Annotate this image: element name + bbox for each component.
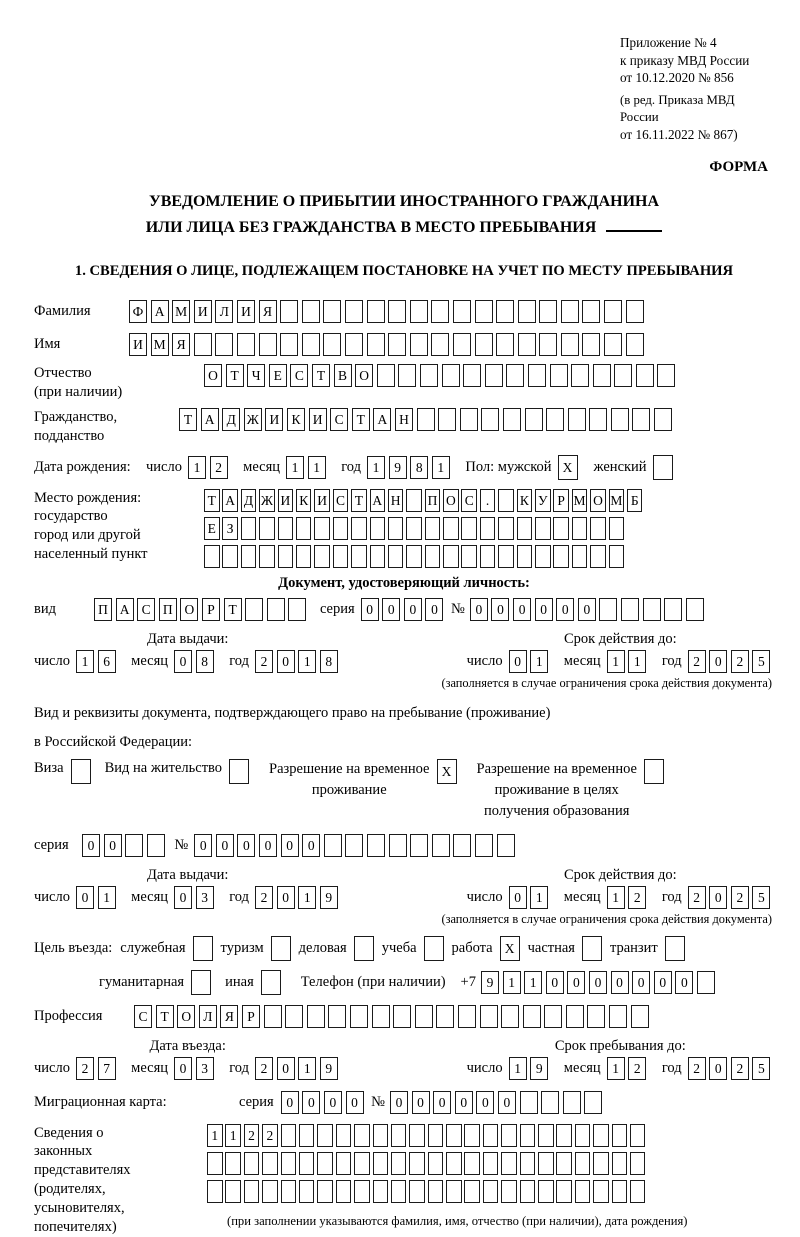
residence-issue-month-cells[interactable]: 0 3 bbox=[174, 886, 217, 909]
header-line: от 16.11.2022 № 867) bbox=[620, 127, 738, 143]
temp-residence-edu-label-line3: получения образования bbox=[484, 802, 630, 819]
birth-place-label-line2: государство bbox=[34, 508, 108, 525]
purpose-transit-label: транзит bbox=[609, 939, 658, 956]
residence-expiry-month-cells[interactable]: 1 2 bbox=[607, 886, 650, 909]
purpose-transit-checkbox[interactable] bbox=[665, 936, 685, 961]
day-label: число bbox=[466, 1059, 503, 1076]
identity-issue-year-cells[interactable]: 2 0 1 8 bbox=[255, 650, 341, 673]
phone-cells[interactable]: 9 1 1 0 0 0 0 0 0 0 bbox=[481, 971, 719, 994]
day-label: число bbox=[34, 888, 70, 905]
entry-day-cells[interactable]: 2 7 bbox=[76, 1057, 119, 1080]
purpose-official-checkbox[interactable] bbox=[193, 936, 213, 961]
series-label: серия bbox=[34, 836, 69, 853]
purpose-private-checkbox[interactable] bbox=[582, 936, 602, 961]
purpose-business-label: деловая bbox=[298, 939, 347, 956]
patronymic-label-line2: (при наличии) bbox=[34, 384, 123, 401]
residence-expiry-date-group bbox=[467, 867, 774, 909]
legal-reps-label-line5: усыновителях, bbox=[34, 1200, 125, 1217]
purpose-tourism-checkbox[interactable] bbox=[271, 936, 291, 961]
profession-cells[interactable]: С Т О Л Я Р bbox=[134, 1005, 652, 1028]
birth-place-row1[interactable]: Т А Д Ж И К И С Т А Н П О С . К У Р М О М Б bbox=[204, 489, 645, 512]
temp-residence-checkbox[interactable]: X bbox=[437, 759, 457, 784]
legal-reps-row2[interactable] bbox=[207, 1152, 687, 1175]
citizenship-label-line2: подданство bbox=[34, 427, 105, 444]
year-label: год bbox=[341, 458, 361, 475]
identity-issue-label: Дата выдачи: bbox=[146, 630, 229, 647]
phone-prefix: +7 bbox=[460, 973, 476, 990]
day-label: число bbox=[34, 1059, 70, 1076]
purpose-humanitarian-label: гуманитарная bbox=[99, 973, 185, 990]
residence-expiry-label: Срок действия до: bbox=[563, 866, 677, 883]
citizenship-label-line1: Гражданство, bbox=[34, 408, 118, 425]
sex-female-label: женский bbox=[593, 458, 647, 475]
given-name-label: Имя bbox=[34, 336, 61, 353]
migration-card-number-cells[interactable]: 0 0 0 0 0 0 bbox=[390, 1091, 606, 1114]
stay-until-day-cells[interactable]: 1 9 bbox=[509, 1057, 552, 1080]
birth-day-cells[interactable]: 1 2 bbox=[188, 456, 231, 479]
year-label: год bbox=[229, 888, 249, 905]
year-label: год bbox=[661, 888, 682, 905]
year-label: год bbox=[229, 1059, 249, 1076]
purpose-work-label: работа bbox=[451, 939, 493, 956]
series-label: серия bbox=[319, 600, 355, 617]
surname-cells[interactable]: Ф А М И Л И Я bbox=[129, 300, 647, 323]
entry-year-cells[interactable]: 2 0 1 9 bbox=[255, 1057, 341, 1080]
purpose-tourism-label: туризм bbox=[220, 939, 264, 956]
entry-month-cells[interactable]: 0 3 bbox=[174, 1057, 217, 1080]
identity-expiry-day-cells[interactable]: 0 1 bbox=[509, 650, 552, 673]
purpose-humanitarian-checkbox[interactable] bbox=[191, 970, 211, 995]
identity-doc-kind-cells[interactable]: П А С П О Р Т bbox=[94, 598, 310, 621]
series-label: серия bbox=[239, 1093, 274, 1110]
legal-reps-label-line4: (родителях, bbox=[34, 1181, 106, 1198]
stay-until-label: Срок пребывания до: bbox=[554, 1037, 686, 1054]
residence-series-cells[interactable]: 0 0 bbox=[82, 834, 168, 857]
month-label: месяц bbox=[243, 458, 281, 475]
purpose-business-checkbox[interactable] bbox=[354, 936, 374, 961]
month-label: месяц bbox=[131, 652, 169, 669]
identity-doc-number-cells[interactable]: 0 0 0 0 0 0 bbox=[470, 598, 708, 621]
entry-date-label: Дата въезда: bbox=[149, 1037, 226, 1054]
identity-issue-day-cells[interactable]: 1 6 bbox=[76, 650, 119, 673]
sex-female-checkbox[interactable] bbox=[653, 455, 673, 480]
citizenship-label bbox=[34, 408, 179, 446]
temp-residence-edu-label bbox=[477, 759, 637, 822]
patronymic-label-line1: Отчество bbox=[34, 365, 92, 382]
birth-place-label bbox=[34, 489, 204, 564]
stay-until-month-cells[interactable]: 1 2 bbox=[607, 1057, 650, 1080]
identity-doc-series-cells[interactable]: 0 0 0 0 bbox=[361, 598, 447, 621]
residence-issue-date-group bbox=[34, 867, 341, 909]
given-name-cells[interactable]: И М Я bbox=[129, 333, 647, 356]
citizenship-cells[interactable]: Т А Д Ж И К И С Т А Н bbox=[179, 408, 676, 431]
temp-residence-label-line1: Разрешение на временное bbox=[269, 760, 430, 777]
identity-expiry-note: (заполняется в случае ограничения срока действия документа) bbox=[441, 675, 772, 690]
purpose-study-label: учеба bbox=[381, 939, 417, 956]
legal-reps-row1[interactable]: 1 1 2 2 bbox=[207, 1124, 687, 1147]
header-line: от 10.12.2020 № 856 bbox=[620, 70, 734, 86]
birth-place-label-line3: город или другой bbox=[34, 527, 141, 544]
legal-reps-label-line3: представителях bbox=[34, 1162, 131, 1179]
day-label: число bbox=[146, 458, 182, 475]
section1-heading: 1. СВЕДЕНИЯ О ЛИЦЕ, ПОДЛЕЖАЩЕМ ПОСТАНОВКЕ НА УЧЕТ ПО МЕСТУ ПРЕБЫВАНИЯ bbox=[74, 263, 734, 280]
form-label: ФОРМА bbox=[709, 159, 768, 176]
month-label: месяц bbox=[131, 1059, 169, 1076]
residence-issue-day-cells[interactable]: 0 1 bbox=[76, 886, 119, 909]
header-line: к приказу МВД России bbox=[620, 52, 750, 68]
visa-label: Виза bbox=[34, 759, 64, 776]
migration-card-series-cells[interactable]: 0 0 0 0 bbox=[281, 1091, 367, 1114]
title-underline bbox=[606, 230, 662, 232]
temp-residence-edu-label-line1: Разрешение на временное bbox=[476, 760, 637, 777]
phone-label: Телефон (при наличии) bbox=[300, 973, 446, 990]
legal-reps-label bbox=[34, 1124, 207, 1237]
month-label: месяц bbox=[563, 888, 601, 905]
header-reference bbox=[620, 34, 774, 144]
purpose-official-label: служебная bbox=[120, 939, 186, 956]
patronymic-label bbox=[34, 364, 204, 402]
residence-number-cells[interactable]: 0 0 0 0 0 0 bbox=[194, 834, 518, 857]
identity-expiry-year-cells[interactable]: 2 0 2 5 bbox=[688, 650, 774, 673]
month-label: месяц bbox=[563, 652, 601, 669]
migration-card-label: Миграционная карта: bbox=[34, 1093, 167, 1110]
birth-place-label-line4: населенный пункт bbox=[34, 546, 148, 563]
birth-month-cells[interactable]: 1 1 bbox=[286, 456, 329, 479]
identity-doc-kind-label: вид bbox=[34, 600, 56, 617]
header-line: Приложение № 4 bbox=[620, 35, 717, 50]
temp-residence-edu-label-line2: проживание в целях bbox=[494, 781, 619, 798]
residence-doc-intro2: в Российской Федерации: bbox=[34, 733, 193, 750]
birth-year-cells[interactable]: 1 9 8 1 bbox=[367, 456, 453, 479]
legal-reps-row3[interactable] bbox=[207, 1180, 687, 1203]
birth-date-label: Дата рождения: bbox=[34, 458, 131, 475]
year-label: год bbox=[661, 1059, 682, 1076]
residence-issue-year-cells[interactable]: 2 0 1 9 bbox=[255, 886, 341, 909]
identity-expiry-month-cells[interactable]: 1 1 bbox=[607, 650, 650, 673]
visa-checkbox[interactable] bbox=[71, 759, 91, 784]
purpose-other-checkbox[interactable] bbox=[261, 970, 281, 995]
temp-residence-label bbox=[269, 759, 429, 801]
header-line: (в ред. Приказа МВД России bbox=[620, 93, 735, 125]
stay-until-date-group bbox=[467, 1038, 774, 1080]
legal-reps-label-line1: Сведения о bbox=[34, 1124, 104, 1141]
temp-residence-label-line2: проживание bbox=[311, 781, 387, 798]
identity-expiry-date-group bbox=[467, 631, 774, 673]
sex-male-label: Пол: мужской bbox=[465, 458, 552, 475]
page-title bbox=[34, 189, 774, 240]
residence-doc-intro1: Вид и реквизиты документа, подтверждающего право на пребывание (проживание) bbox=[34, 704, 551, 721]
identity-expiry-label: Срок действия до: bbox=[563, 630, 677, 647]
entry-date-group bbox=[34, 1038, 341, 1080]
identity-issue-date-group bbox=[34, 631, 341, 673]
residence-expiry-note: (заполняется в случае ограничения срока действия документа) bbox=[441, 911, 772, 926]
month-label: месяц bbox=[131, 888, 169, 905]
purpose-study-checkbox[interactable] bbox=[424, 936, 444, 961]
residence-permit-checkbox[interactable] bbox=[229, 759, 249, 784]
year-label: год bbox=[661, 652, 682, 669]
purpose-work-checkbox[interactable]: X bbox=[500, 936, 520, 961]
residence-expiry-year-cells[interactable]: 2 0 2 5 bbox=[688, 886, 774, 909]
year-label: год bbox=[229, 652, 249, 669]
purpose-private-label: частная bbox=[527, 939, 575, 956]
day-label: число bbox=[466, 888, 503, 905]
profession-label: Профессия bbox=[34, 1007, 103, 1024]
patronymic-cells[interactable]: О Т Ч Е С Т В О bbox=[204, 364, 679, 387]
day-label: число bbox=[34, 652, 70, 669]
stay-until-year-cells[interactable]: 2 0 2 5 bbox=[688, 1057, 774, 1080]
birth-place-label-line1: Место рождения: bbox=[34, 489, 142, 506]
title-line1: УВЕДОМЛЕНИЕ О ПРИБЫТИИ ИНОСТРАННОГО ГРАЖДАНИНА bbox=[148, 193, 660, 211]
month-label: месяц bbox=[563, 1059, 601, 1076]
purpose-other-label: иная bbox=[225, 973, 254, 990]
title-line2: ИЛИ ЛИЦА БЕЗ ГРАЖДАНСТВА В МЕСТО ПРЕБЫВАНИЯ bbox=[145, 218, 597, 236]
identity-issue-month-cells[interactable]: 0 8 bbox=[174, 650, 217, 673]
birth-place-row2[interactable]: Е З bbox=[204, 517, 645, 540]
residence-issue-label: Дата выдачи: bbox=[146, 866, 229, 883]
residence-permit-label: Вид на жительство bbox=[104, 759, 223, 776]
number-label: № bbox=[451, 600, 465, 617]
residence-expiry-day-cells[interactable]: 0 1 bbox=[509, 886, 552, 909]
purpose-label: Цель въезда: bbox=[34, 939, 113, 956]
surname-label: Фамилия bbox=[34, 303, 91, 320]
birth-place-row3[interactable] bbox=[204, 545, 645, 568]
day-label: число bbox=[466, 652, 503, 669]
legal-reps-label-line2: законных bbox=[34, 1143, 93, 1160]
identity-doc-heading: Документ, удостоверяющий личность: bbox=[278, 574, 530, 591]
sex-male-checkbox[interactable]: X bbox=[558, 455, 578, 480]
legal-reps-note: (при заполнении указываются фамилия, имя, отчество (при наличии), дата рождения) bbox=[227, 1213, 688, 1228]
number-label: № bbox=[174, 836, 189, 853]
legal-reps-label-line6: попечителях) bbox=[34, 1218, 117, 1235]
temp-residence-edu-checkbox[interactable] bbox=[644, 759, 664, 784]
number-label: № bbox=[371, 1093, 385, 1110]
